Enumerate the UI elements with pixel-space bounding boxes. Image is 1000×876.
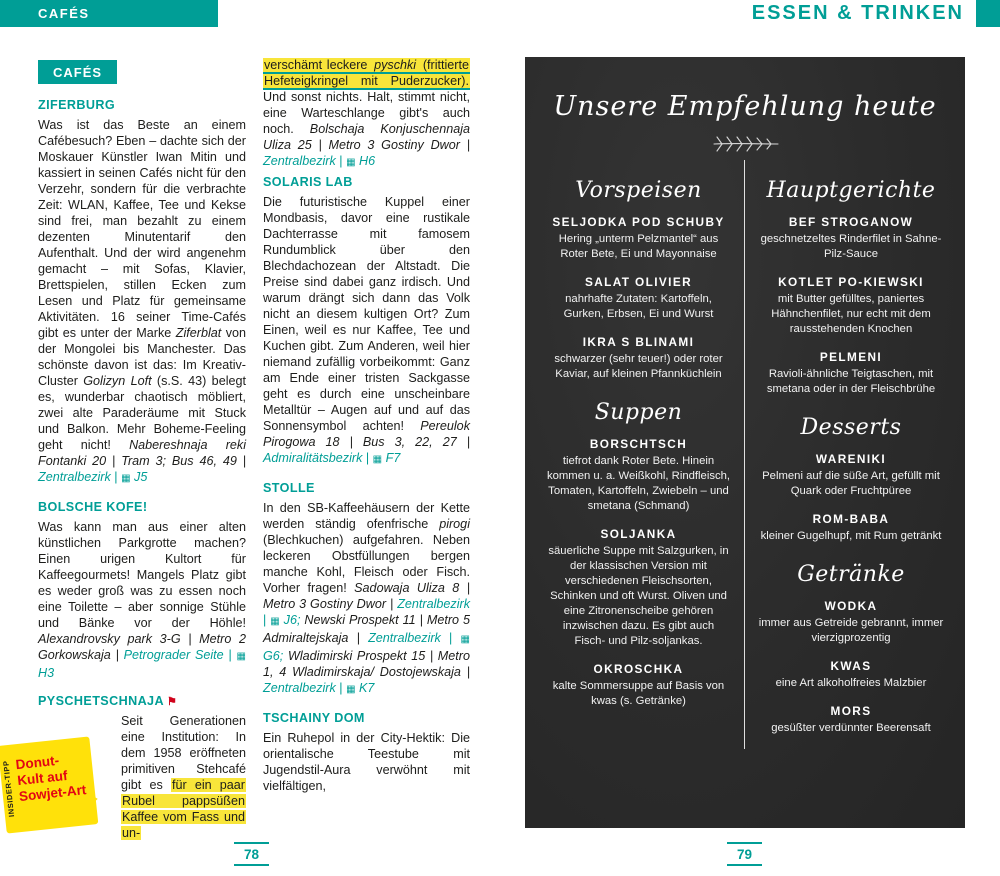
menu-item xyxy=(546,437,731,514)
menu-item-desc: eine Art alkoholfreies Malzbier xyxy=(775,677,927,690)
entry-body-tschainy-dom: Ein Ruhepol in der City-Hektik: Die orientalische Teestube mit Jugendstil-Aura verwöhnt mit vielfältigen, xyxy=(263,731,470,793)
district-link: Zentralbezirk xyxy=(368,631,441,645)
menu-item-desc: kalte Sommersuppe auf Basis von kwas (s. Getränke) xyxy=(552,680,725,708)
map-ref: ▦ J5 xyxy=(121,470,148,484)
menu-item-name: OKROSCHKA xyxy=(593,662,684,677)
menu-section-getraenke: Getränke xyxy=(797,562,905,588)
address: Nabereshnaja reki Fontanki 20 | Tram 3; Bus 46, 49 | xyxy=(38,438,246,468)
entry-body-pyschetschnaja-continued: verschämt leckere pyschki (frittierte Hefeteigkringel mit Puderzucker). Und sonst nichts. Halt, stimmt nicht, eine Warteschlange gibt's auch noch. Bolschaja Konjuschennaja Uliza 25 | Metro 3 Gostiny Dwor | Zentralbezirk | ▦ H6 xyxy=(263,58,471,168)
menu-column-left xyxy=(533,160,745,749)
entry-heading-tschainy-dom: TSCHAINY DOM xyxy=(263,711,365,725)
menu-item-name: BEF STROGANOW xyxy=(788,215,914,229)
menu-item-name: WODKA xyxy=(824,599,878,614)
insider-tip-text: Donut- Kult auf Sowjet-Art xyxy=(14,752,87,804)
menu-item-desc: tiefrot dank Roter Bete. Hinein kommen u. a. Weißkohl, Rindfleisch, Tomaten, Kartoffeln, Zwiebeln – und smetana (Schmand) xyxy=(546,455,731,513)
district-link: Admiralitätsbezirk xyxy=(263,451,363,465)
district-link: Zentralbezirk xyxy=(397,597,470,611)
entry-body-pyschetschnaja: Seit Generationen eine Institution: In dem 1958 eröffneten primitiven Stehcafé gibt es für ein paar Rubel pappsüßen Kaffee vom Fass und un- xyxy=(38,713,246,841)
menu-item-desc: geschnetzeltes Rinderfilet in Sahne-Pilz-Sauce xyxy=(760,233,942,261)
highlighted-text: für ein paar Rubel pappsüßen Kaffee vom Fass und un- xyxy=(122,778,245,840)
entry-heading-solaris-lab: SOLARIS LAB xyxy=(263,175,353,189)
page-number-left: 78 xyxy=(234,842,269,866)
district-link: Zentralbezirk xyxy=(38,470,111,484)
map-icon: ▦ xyxy=(236,651,246,662)
district-link: Zentralbezirk xyxy=(263,681,336,695)
menu-item-desc: gesüßter verdünnter Beerensaft xyxy=(771,722,931,735)
menu-item-name: SALAT OLIVIER xyxy=(584,275,693,290)
menu-item-name: ROM-BABA xyxy=(812,512,890,527)
menu-item-desc: Hering „unterm Pelzmantel“ aus Roter Bete, Ei und Mayonnaise xyxy=(558,233,719,261)
menu-item-desc: säuerliche Suppe mit Salzgurken, in der klassischen Version mit verschiedenen Fleischsorten, Schinken und oft Wurst. Oliven und eine Zitronenscheibe gehören inzwischen dazu. Es gibt auch Fisch- und Pilz-soljankas. xyxy=(548,545,729,648)
entry-heading-stolle: STOLLE xyxy=(263,481,315,495)
menu-item-desc: schwarzer (sehr teuer!) oder roter Kaviar, auf kleinen Pfannküchlein xyxy=(554,353,723,381)
branch-icon xyxy=(525,132,965,156)
chapter-title: ESSEN & TRINKEN xyxy=(751,2,964,24)
menu-columns xyxy=(525,160,965,749)
menu-item xyxy=(758,350,944,397)
insider-flag-icon: ⚑ xyxy=(166,696,178,708)
insider-tip-badge xyxy=(0,736,98,833)
menu-item xyxy=(758,512,944,544)
map-ref: ▦ G6; xyxy=(263,634,470,663)
map-icon: ▦ xyxy=(270,616,280,627)
menu-section-suppen: Suppen xyxy=(594,400,683,426)
menu-item-name: KWAS xyxy=(830,659,872,674)
page-number-right: 79 xyxy=(727,842,762,866)
menu-item xyxy=(546,275,731,322)
menu-item-name: BORSCHTSCH xyxy=(589,437,688,452)
menu-item xyxy=(758,599,944,646)
address: Sadowaja Uliza 8 | Metro 3 Gostiny Dwor | xyxy=(263,581,470,611)
menu-item-name: PELMENI xyxy=(819,350,883,365)
map-icon: ▦ xyxy=(346,684,356,695)
map-ref: ▦ H3 xyxy=(38,651,246,680)
district-link: Zentralbezirk xyxy=(263,154,336,168)
menu-title: Unsere Empfehlung heute xyxy=(553,91,937,122)
menu-section-hauptgerichte: Hauptgerichte xyxy=(766,178,936,203)
address: Newski Prospekt 11 | Metro 5 Admiraltejskaja | xyxy=(263,613,470,645)
header-accent-block xyxy=(976,0,1000,27)
header-tab-cafes: CAFÉS xyxy=(0,0,218,27)
entry-body-ziferburg: Was ist das Beste an einem Cafébesuch? Eben – dachte sich der Moskauer Künstler Iwan Mitin und kassiert in seinen Cafés nicht für den Verzehr, sondern für die verbrachte Zeit: WLAN, Kaffee, Tee und Kekse sind frei, man bezahlt zu einem dezenten Minutentarif den Aufenthalt. Und der wird angenehm gemacht – mit Sofas, Klavier, Brettspielen, stillen Ecken zum Lesen und Platz für gemeinsame Aktivitäten. 16 seiner Time-Cafés gibt es unter der Marke Ziferblat von der Mongolei bis Manchester. Das schönste davon ist das: Im Kreativ-Cluster Golizyn Loft (s.S. 43) belegt es, wunderbar chaotisch möbliert, zwei alte Paraderäume mit Stuck und Balkon. Mehr Boheme-Feeling geht nicht! Nabereshnaja reki Fontanki 20 | Tram 3; Bus 46, 49 | Zentralbezirk | ▦ J5 xyxy=(38,118,247,484)
menu-item-desc: nahrhafte Zutaten: Kartoffeln, Gurken, Erbsen, Ei und Wurst xyxy=(563,293,714,321)
highlighted-text: verschämt leckere xyxy=(264,58,373,72)
address: Wladimirski Prospekt 15 | Metro 1, 4 Wladimirskaja/ Dostojewskaja | xyxy=(263,649,470,679)
menu-item xyxy=(758,452,944,499)
map-icon: ▦ xyxy=(372,454,383,465)
menu-item xyxy=(758,275,944,337)
menu-item xyxy=(546,527,731,649)
address: Bolschaja Konjuschennaja Uliza 25 | Metro 3 Gostiny Dwor | xyxy=(263,122,471,152)
menu-item-name: MORS xyxy=(830,704,872,719)
menu-item-desc: immer aus Getreide gebrannt, immer vierzigprozentig xyxy=(758,617,944,645)
menu-item xyxy=(758,659,944,691)
address: Pereulok Pirogowa 18 | Bus 3, 22, 27 | xyxy=(263,419,470,449)
menu-column-right xyxy=(745,160,957,749)
menu-item-name: SOLJANKA xyxy=(600,527,677,542)
insider-tipp-label: INSIDER-TIPP xyxy=(1,760,17,818)
map-icon: ▦ xyxy=(346,157,356,168)
map-icon: ▦ xyxy=(121,473,131,484)
entry-heading-pyschetschnaja: PYSCHETSCHNAJA ⚑ xyxy=(38,694,178,708)
map-icon: ▦ xyxy=(460,634,470,645)
section-box-cafes: CAFÉS xyxy=(38,60,117,84)
menu-item-desc: kleiner Gugelhupf, mit Rum getränkt xyxy=(760,530,942,543)
menu-item-name: IKRA S BLINAMI xyxy=(582,335,695,350)
menu-item-desc: mit Butter gefülltes, paniertes Hähnchenfilet, nur echt mit dem rausstehenden Knochen xyxy=(771,293,931,336)
entry-heading-ziferburg: ZIFERBURG xyxy=(38,98,116,112)
menu-item xyxy=(546,335,731,382)
address: Alexandrovsky park 3-G | Metro 2 Gorkowskaja | xyxy=(38,632,246,662)
district-link: Petrograder Seite xyxy=(123,648,224,662)
map-ref: ▦ H6 xyxy=(346,154,376,168)
map-ref: ▦ F7 xyxy=(372,451,401,465)
left-page-column-1 xyxy=(38,60,246,848)
menu-item xyxy=(758,215,944,262)
menu-item-desc: Ravioli-ähnliche Teigtaschen, mit smetana oder in der Fleischbrühe xyxy=(766,368,936,396)
entry-body-bolsche-kofe: Was kann man aus einer alten künstlichen Parkgrotte machen? Einen urigen Kultort für Kaffeegourmets! Mangels Platz gibt es weder groß was zu essen noch eine Toilette – aber sonnige Stühle und Bänke vor der Höhle! Alexandrovsky park 3-G | Metro 2 Gorkowskaja | Petrograder Seite | ▦ H3 xyxy=(38,520,246,680)
menu-item-name: WARENIKI xyxy=(815,452,887,467)
menu-section-desserts: Desserts xyxy=(800,415,902,441)
menu-item-name: KOTLET PO-KIEWSKI xyxy=(778,275,924,290)
map-ref: ▦ J6; xyxy=(270,613,305,627)
chalkboard-menu xyxy=(525,57,965,828)
left-page-column-2 xyxy=(263,57,470,794)
menu-item xyxy=(546,662,731,709)
map-ref: ▦ K7 xyxy=(346,681,375,695)
entry-heading-bolsche-kofe: BOLSCHE KOFE! xyxy=(38,500,148,514)
menu-section-vorspeisen: Vorspeisen xyxy=(575,178,702,203)
menu-item xyxy=(546,215,731,262)
menu-item xyxy=(758,704,944,736)
menu-item-desc: Pelmeni auf die süße Art, gefüllt mit Quark oder Fruchtpüree xyxy=(762,470,940,498)
entry-body-stolle: In den SB-Kaffeehäusern der Kette werden ständig ofenfrische pirogi (Blechkuchen) aufgefahren. Neben leckeren Obstfüllungen bergen manche Kohl, Fleisch oder Fisch. Vorher fragen! Sadowaja Uliza 8 | Metro 3 Gostiny Dwor | Zentralbezirk | ▦ J6; Newski Prospekt 11 | Metro 5 Admiraltejskaja | Zentralbezirk | ▦ G6; Wladimirski Prospekt 15 | Metro 1, 4 Wladimirskaja/ Dostojewskaja | Zentralbezirk | ▦ K7 xyxy=(263,501,470,695)
header-right xyxy=(752,0,1000,27)
entry-body-solaris-lab: Die futuristische Kuppel einer Mondbasis, davor eine rustikale Dachterrasse mit famosem Rundumblick über den Blechdachozean der Altstadt. Die Preise sind dabei ganz irdisch. Und warum drängt sich dann das Volk nicht an diesem kultigen Ort? Zum Einen, weil es nur Kaffee, Tee und Kuchen gibt. Zum Anderen, weil hier niemand zufällig vorbeikommt: Ganz am Ende einer tristen Sackgasse geht es durch eine unscheinbare Metalltür – Augen auf und auf das Sonnensymbol achten! Pereulok Pirogowa 18 | Bus 3, 22, 27 | Admiralitätsbezirk | ▦ F7 xyxy=(263,195,470,465)
menu-item-name: SELJODKA POD SCHUBY xyxy=(552,215,725,229)
